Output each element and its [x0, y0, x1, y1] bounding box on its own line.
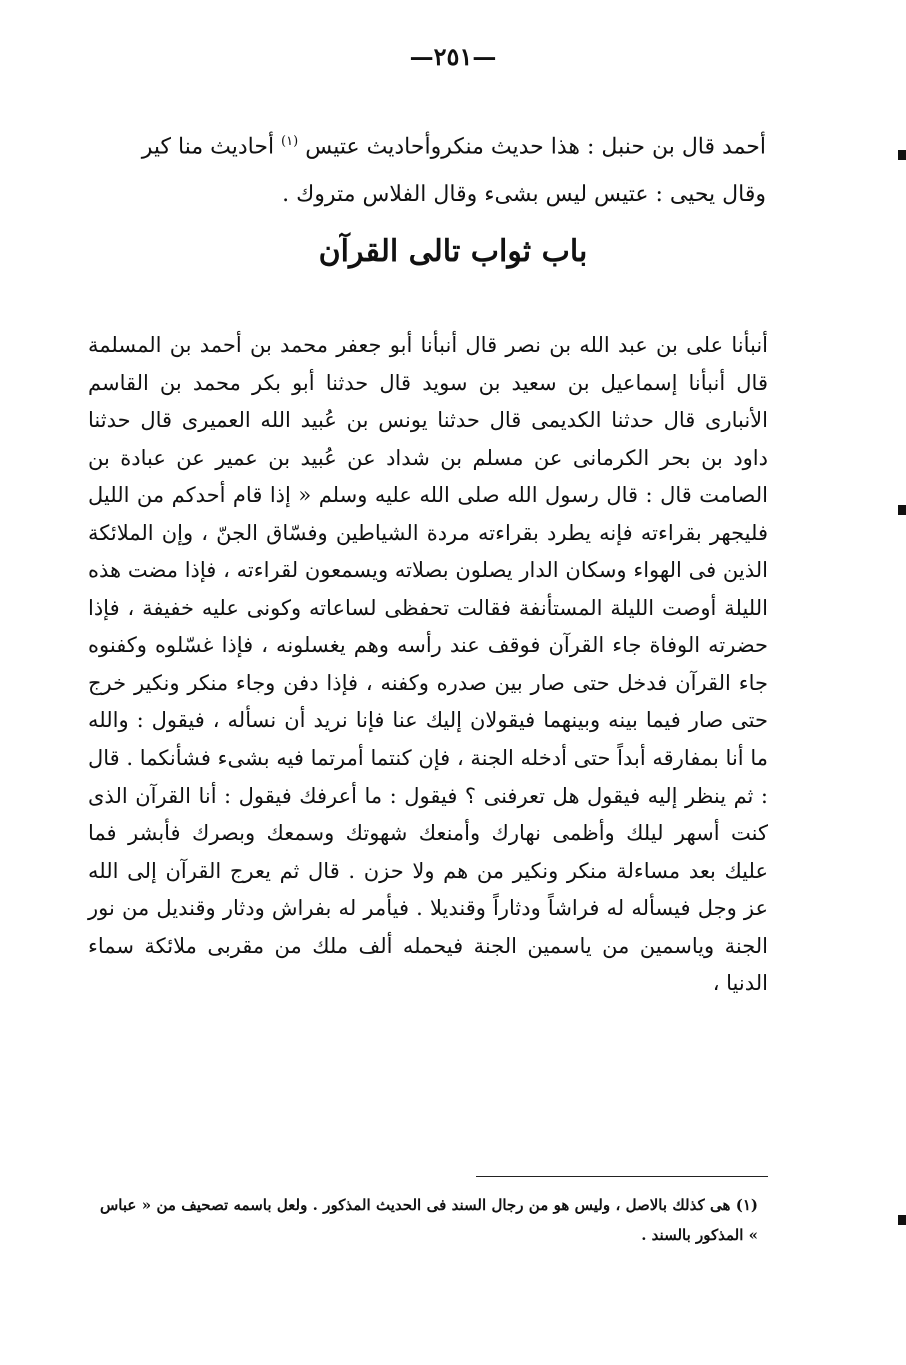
intro-line-1-end: أحاديث منا كير: [141, 134, 282, 160]
margin-mark: [898, 1215, 906, 1225]
page-number: —٢٥١—: [409, 42, 497, 71]
intro-line-2: وقال يحيى : عتيس ليس بشىء وقال الفلاس متروك .: [282, 182, 766, 208]
intro-line-1-text: أحمد قال بن حنبل : هذا حديث منكروأحاديث عتيس: [305, 134, 766, 160]
margin-mark: [898, 150, 906, 160]
intro-text: [106, 118, 766, 219]
intro-line-1: [106, 118, 766, 171]
footnote-reference: (١): [281, 134, 299, 149]
footnote-divider: [476, 1176, 768, 1177]
body-paragraph: أنبأنا على بن عبد الله بن نصر قال أنبأنا أبو جعفر محمد بن أحمد بن المسلمة قال أنبأنا إسماعيل بن سعيد بن سويد قال حدثنا أبو بكر محمد بن القاسم الأنبارى قال حدثنا الكديمى قال حدثنا يونس بن عُبيد الله العميرى قال حدثنا داود بن بحر الكرمانى عن مسلم بن شداد عن عُبيد بن عمير عن عبادة بن الصامت قال : قال رسول الله صلى الله عليه وسلم « إذا قام أحدكم من الليل فليجهر بقراءته فإنه يطرد بقراءته مردة الشياطين وفسّاق الجنّ ، وإن الملائكة الذين فى الهواء وسكان الدار يصلون بصلاته ويسمعون لقراءته ، فإذا مضت هذه الليلة أوصت الليلة المستأنفة فقالت تحفظى لساعاته وكونى عليه خفيفة ، فإذا حضرته الوفاة جاء القرآن فوقف عند رأسه وهم يغسلونه ، فإذا غسّلوه وكفنوه جاء القرآن فدخل حتى صار بين صدره وكفنه ، فإذا دفن وجاء منكر ونكير خرج حتى صار فيما بينه وبينهما فيقولان إليك عنا فإنا نريد أن نسأله ، فيقول : والله ما أنا بمفارقه أبداً حتى أدخله الجنة ، فإن كنتما أمرتما فيه بشىء فشأنكما . قال : ثم ينظر إليه فيقول هل تعرفنى ؟ فيقول : ما أعرفك فيقول : أنا القرآن الذى كنت أسهر ليلك وأظمى نهارك وأمنعك شهوتك وسمعك وبصرك فأبشر فما عليك بعد مساءلة منكر ونكير من هم ولا حزن . قال ثم يعرج القرآن إلى الله عز وجل فيسأله له فراشاً ودثاراً وقنديلا . فيأمر له بفراش ودثار وقنديل من نور الجنة وياسمين من ياسمين الجنة فيحمله ألف ملك من مقربى ملائكة سماء الدنيا ،: [88, 333, 768, 996]
footnote: (١) هى كذلك بالاصل ، وليس هو من رجال السند فى الحديث المذكور . ولعل باسمه تصحيف من « عباس » المذكور بالسند .: [100, 1196, 758, 1244]
margin-mark: [898, 505, 906, 515]
chapter-title: باب ثواب تالى القرآن: [318, 234, 588, 269]
